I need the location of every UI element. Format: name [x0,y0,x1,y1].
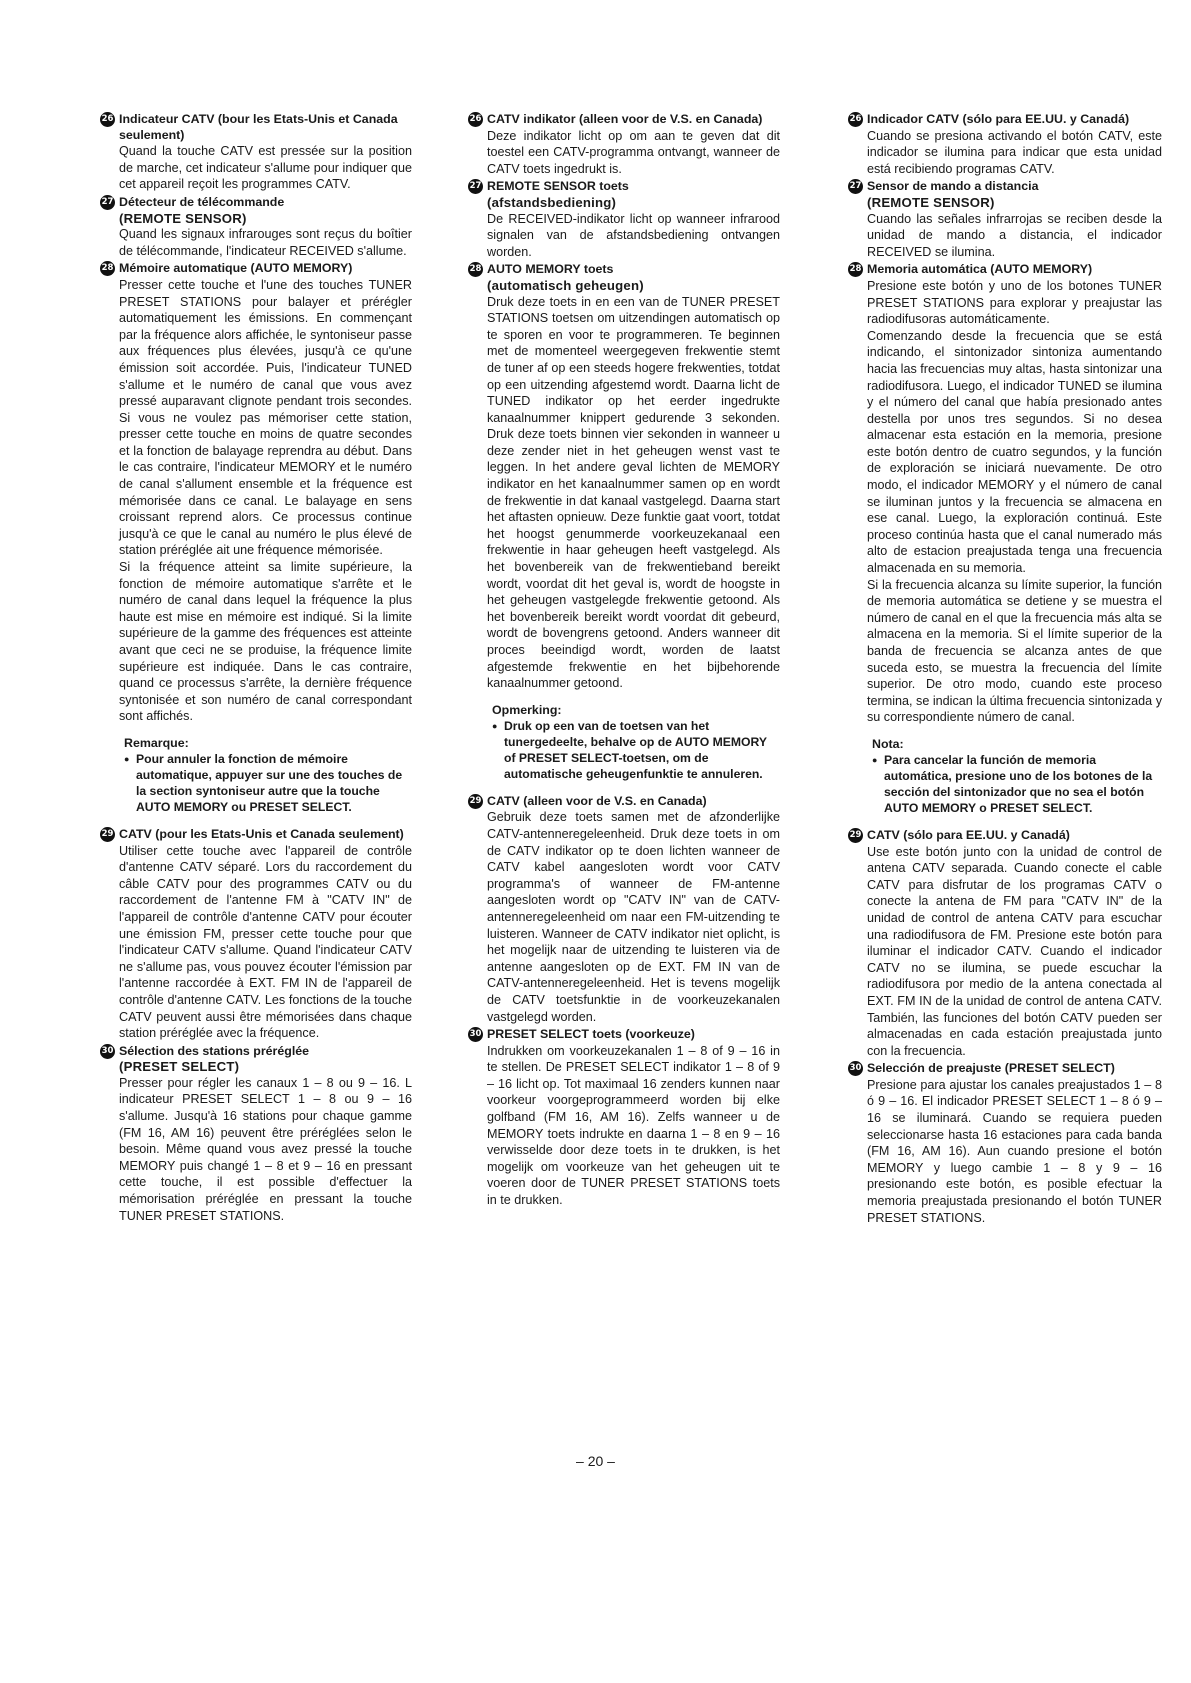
section-29 [100,827,412,1042]
paragraph: Quand les signaux infrarouges sont reçus du boîtier de télécommande, l'indicateur RECEIVED s'allume. [119,227,412,258]
paragraph: Utiliser cette touche avec l'appareil de contrôle d'antenne CATV séparé. Lors du raccordement du câble CATV pour des programmes CATV ou du raccordement de l'antenne FM à "CATV IN" de l'appareil de contrôle d'antenne CATV pour écouter une émission FM, presser cette touche pour que l'indicateur CATV s'allume. Quand l'indicateur CATV ne s'allume pas, vous pouvez écouter l'émission par l'antenne raccordée à EXT. FM IN de l'appareil de contrôle d'antenne CATV. Les fonctions de la touche CATV peuvent aussi être mémorisées dans chaque station préréglée avec la fréquence. [119,843,412,1041]
note-title: Nota: [872,736,904,751]
item-number-badge: 29 [848,828,863,843]
note-title: Remarque: [124,735,189,750]
section-27 [468,179,780,260]
section-26 [100,112,412,193]
section-title [119,112,412,143]
section-heading [468,262,780,293]
paragraph: Comenzando desde la frecuencia que se está indicando, el sintonizador sintoniza aumentando hacia las frecuencias muy altas, hasta sintonizar una radiodifusora. Luego, el indicador TUNED se ilumina y el número del canal que había presionado antes destella por unos tres segundos. Si no desea almacenar esta estación en la memoria, presione este botón dentro de cuatro segundos, y la función de exploración se iniciará nuevamente. De otro modo, el indicador MEMORY y el número de canal se iluminan juntos y la frecuencia se almacena en ese canal. Luego, la exploración continuá. Este proceso continúa hasta que el canal numerado más alto de estacion preajustada tenga una frecuencia almacenada en su memoria. [867,328,1162,576]
note [872,736,1162,816]
column-spanish [848,112,1162,1228]
section-heading [100,261,412,277]
section-heading [100,195,412,226]
section-title [867,179,1162,210]
paragraph: De RECEIVED-indikator licht op wanneer infrarood signalen van de afstandsbediening ontvangen worden. [487,211,780,259]
note [124,735,412,815]
section-body [867,844,1162,1060]
section-title [867,112,1162,128]
section-26 [848,112,1162,177]
section-body [119,143,412,193]
page-number: – 20 – [576,1453,615,1469]
section-subtitle: (automatisch geheugen) [487,277,644,293]
section-body [867,1077,1162,1226]
paragraph: Quand la touche CATV est pressée sur la position de marche, cet indicateur s'allume pour indiquer que cet appareil reçoit les programmes CATV. [119,144,412,192]
bullet-icon: ● [124,753,130,764]
note-text: Para cancelar la función de memoria automática, presione uno de los botones de la sección del sintonizador que no sea el botón AUTO MEMORY o PRESET SELECT. [884,752,1153,815]
section-body [487,809,780,1025]
item-number-badge: 28 [848,262,863,277]
paragraph: Presione para ajustar los canales preajustados 1 – 8 ó 9 – 16. El indicador PRESET SELECT 1 – 8 ó 9 – 16 se iluminará. Cuando se requiera pueden seleccionarse hasta 16 estaciones para cada banda (FM 16, AM 16). Aun cuando presione el botón MEMORY y luego cambie 1 – 8 y 9 – 16 presionando este botón, es posible efectuar la memoria preajustada presionando el botón TUNER PRESET STATIONS. [867,1077,1162,1225]
paragraph: Deze indikator licht op om aan te geven dat dit toestel een CATV-programma ontvangt, wanneer de CATV toets ingedrukt is. [487,128,780,176]
section-body [119,843,412,1042]
note-item [492,718,780,782]
note [492,702,780,782]
section-body [487,211,780,261]
section-heading [468,112,780,128]
section-30 [100,1044,412,1225]
section-heading [100,827,412,843]
item-number-badge: 27 [100,195,115,210]
item-number-badge: 26 [848,112,863,127]
paragraph: Si la fréquence atteint sa limite supérieure, la fonction de mémoire automatique s'arrête et le numéro de canal dans lequel la fréquence la plus haute est mise en mémoire est indiqué. Si la limite supérieure de la gamme des fréquences est atteinte avant que ceci ne se produise, la fréquence limite supérieure est indiquée. Dans le cas contraire, quand ce processus s'arrête, la dernière fréquence syntonisée et son numéro de canal correspondant sont affichés. [119,560,412,724]
bullet-icon: ● [492,720,498,731]
note-title: Opmerking: [492,702,562,717]
item-number-badge: 30 [468,1027,483,1042]
section-subtitle: (REMOTE SENSOR) [119,210,247,226]
section-heading [848,179,1162,210]
section-body [487,294,780,692]
paragraph: Presione este botón y uno de los botones TUNER PRESET STATIONS para explorar y preajustar las radiodifusoras automáticamente. [867,278,1162,327]
section-body [487,1043,780,1209]
paragraph: Cuando las señales infrarrojas se reciben desde la unidad de mando a distancia, el indicador RECEIVED se ilumina. [867,211,1162,259]
note-item [124,751,412,815]
note-text: Druk op een van de toetsen van het tunergedeelte, behalve op de AUTO MEMORY of PRESET SELECT-toetsen, om de automatische geheugenfunktie te annuleren. [504,718,767,781]
section-title-text: Sélection des stations préréglée [119,1043,310,1058]
section-title-text: Selección de preajuste (PRESET SELECT) [867,1061,1115,1076]
item-number-badge: 30 [100,1044,115,1059]
section-title [119,261,412,277]
section-body [119,226,412,259]
section-body [867,278,1162,726]
section-title [867,828,1162,844]
section-heading [100,1044,412,1075]
section-28 [468,262,780,781]
paragraph: Indrukken om voorkeuzekanalen 1 – 8 of 9 – 16 in te stellen. De PRESET SELECT indikator 1 – 8 of 9 – 16 licht op. Tot maximaal 16 zenders kunnen naar voorkeur voorgeprogrammeerd worden bij elke golfband (FM 16, AM 16). Zelfs wanneer u de MEMORY toets indrukte en daarna 1 – 8 en 9 – 16 verwisselde door deze toets in te drukken, is het mogelijk om voorkeuze van het geheugen uit te voeren door de TUNER PRESET STATIONS toets in te drukken. [487,1043,780,1208]
section-title [487,179,780,210]
section-subtitle: (afstandsbediening) [487,194,617,210]
section-title [487,794,780,810]
item-number-badge: 27 [848,179,863,194]
paragraph: Use este botón junto con la unidad de control de antena CATV separada. Cuando conecte el cable CATV para disfrutar de los programas CATV o conecte la antena de FM para "CATV IN" de la unidad de control de antena CATV para escuchar una radiodifusora de FM. Presione este botón para iluminar el indicador CATV. Cuando el indicador CATV no se ilumina, se puede escuchar la radiodifusora por medio de la antena conectada al EXT. FM IN de la unidad de control de antena CATV. También, las funciones del botón CATV pueden ser almacenadas en cada estación preajustada junto con la frecuencia. [867,844,1162,1058]
section-heading [848,828,1162,844]
section-30 [848,1061,1162,1226]
item-number-badge: 29 [100,827,115,842]
column-french [100,112,412,1226]
item-number-badge: 29 [468,794,483,809]
section-27 [100,195,412,259]
section-title-text: REMOTE SENSOR toets [487,179,629,194]
section-29 [848,828,1162,1059]
section-title [119,1044,412,1075]
item-number-badge: 28 [100,261,115,276]
note-item [872,752,1162,816]
section-heading [848,262,1162,278]
section-26 [468,112,780,177]
section-title [119,827,412,843]
section-heading [468,1027,780,1043]
section-body [867,211,1162,261]
section-title [487,1027,780,1043]
section-title-text: Memoria automática (AUTO MEMORY) [867,262,1093,277]
section-body [867,128,1162,178]
section-heading [848,112,1162,128]
section-heading [848,1061,1162,1077]
section-body [119,1075,412,1224]
section-28 [848,262,1162,816]
paragraph: Si la frecuencia alcanza su límite superior, la función de memoria automática se detiene y se muestra el número de canal en el que la frecuencia más alta se almacena en la memoria. Si el límite superior de la banda de frecuencia se alcanza antes de que suceda esto, se muestra la frecuencia del límite superior. De otro modo, cuando este proceso termina, se indican la última frecuencia sintonizada y su correspondiente número de canal. [867,577,1162,725]
section-subtitle: (REMOTE SENSOR) [867,194,995,210]
section-title-text: Détecteur de télécommande [119,194,285,209]
section-title-text: Sensor de mando a distancia [867,179,1039,194]
section-heading [468,794,780,810]
section-title [119,195,412,226]
section-title-text: CATV indikator (alleen voor de V.S. en Canada) [487,112,763,126]
item-number-badge: 28 [468,262,483,277]
section-body [119,277,412,725]
section-heading [468,179,780,210]
paragraph: Cuando se presiona activando el botón CATV, este indicador se ilumina para indicar que esta unidad está recibiendo programas CATV. [867,128,1162,176]
paragraph: Presser pour régler les canaux 1 – 8 ou 9 – 16. L indicateur PRESET SELECT 1 – 8 ou 9 – 16 s'allume. Jusqu'à 16 stations pour chaque gamme (FM 16, AM 16) peuvent être préréglées selon le besoin. Même quand vous avez pressé la touche MEMORY puis changé 1 – 8 et 9 – 16 en pressant cette touche, il est possible d'effectuer la mémorisation préréglée en pressant la touche TUNER PRESET STATIONS. [119,1075,412,1223]
section-title-text: CATV (pour les Etats-Unis et Canada seulement) [119,826,404,841]
section-title-text: AUTO MEMORY toets [487,262,614,277]
section-subtitle: (PRESET SELECT) [119,1059,240,1075]
section-title [867,1061,1162,1077]
column-dutch [468,112,780,1211]
paragraph: Druk deze toets in en een van de TUNER PRESET STATIONS toetsen om uitzendingen automatisch op te sporen en voor te programmeren. Te beginnen met de momenteel weergegeven frekwentie stemt de tuner af op een steeds hogere frekwenties, totdat op een uitzending afgestemd wordt. Daarna licht de TUNED indikator op het eerder ingedrukte kanaalnummer knippert gedurende 3 sekonden. Druk deze toets binnen vier sekonden in wanneer u deze zender niet in het geheugen wenst vast te leggen. In het andere geval lichten de MEMORY indikator en het kanaalnummer samen op en wordt de frekwentie in dat kanaal vastgelegd. Daarna start het aftasten opnieuw. Deze funktie gaat voort, totdat het hoogst genummerde voorkeuzekanaal een frekwentie in haar geheugen heeft vastgelegd. Als het bovenbereik van de frekwentieband bereikt wordt, voordat dit het geval is, wordt de hoogste in het geheugen vastgelegde frekwentie getoond. Als het bovenbereik bereikt wordt voordat dit gebeurd, wordt de bovengrens getoond. Anders wanneer dit proces beeindigd wordt, worden de laatst afgestemde frekwentie en het bijbehorende kanaalnummer getoond. [487,294,780,691]
section-title-text: CATV (sólo para EE.UU. y Canadá) [867,827,1070,842]
paragraph: Presser cette touche et l'une des touches TUNER PRESET STATIONS pour balayer et prérégler automatiquement les émissions. En commençant par la fréquence alors affichée, le syntoniseur passe aux fréquences plus élevées, jusqu'à ce qu'une émission soit accordée. Puis, l'indicateur TUNED s'allume et le numéro de canal que vous avez pressé auparavant clignote pendant trois secondes. Si vous ne voulez pas mémoriser cette station, presser cette touche en moins de quatre secondes et la fonction de balayage reprendra au début. Dans le cas contraire, l'indicateur MEMORY et le numéro de canal s'allument ensemble et la fréquence est mémorisée dans ce canal. Le balayage en sens croissant reprend alors. Ce processus continue jusqu'à ce que le canal au numéro le plus élevé de station préréglée ait une fréquence mémorisée. [119,277,412,558]
section-heading [100,112,412,143]
bullet-icon: ● [872,754,878,765]
section-28 [100,261,412,815]
item-number-badge: 30 [848,1061,863,1076]
section-29 [468,794,780,1025]
section-30 [468,1027,780,1209]
section-title-text: Indicador CATV (sólo para EE.UU. y Canadá) [867,112,1130,126]
section-title [487,112,780,128]
section-title [487,262,780,293]
section-title-text: Mémoire automatique (AUTO MEMORY) [119,261,353,276]
item-number-badge: 26 [100,112,115,127]
item-number-badge: 27 [468,179,483,194]
section-title-text: PRESET SELECT toets (voorkeuze) [487,1027,695,1042]
section-title-text: Indicateur CATV (bour les Etats-Unis et Canada seulement) [119,112,398,142]
section-title-text: CATV (alleen voor de V.S. en Canada) [487,793,707,808]
note-text: Pour annuler la fonction de mémoire automatique, appuyer sur une des touches de la section syntoniseur autre que la touche AUTO MEMORY ou PRESET SELECT. [136,751,403,814]
section-title [867,262,1162,278]
section-body [487,128,780,178]
item-number-badge: 26 [468,112,483,127]
paragraph: Gebruik deze toets samen met de afzonderlijke CATV-antenneregeleenheid. Druk deze toets in om de CATV indikator op te doen lichten wanneer de CATV kabel aangesloten wordt voor CATV programma's of wanneer de FM-antenne aangesloten wordt op "CATV IN" van de CATV-antenneregeleenheid om naar een FM-uitzending te luisteren. Wanneer de CATV indikator niet oplicht, is het mogelijk naar de uitzending te luisteren via de antenne aangesloten op de EXT. FM IN van de CATV-antenneregeleenheid. Het is tevens mogelijk de CATV toetsfunktie in de voorkeuzekanalen vastgelegd worden. [487,810,780,1024]
section-27 [848,179,1162,260]
